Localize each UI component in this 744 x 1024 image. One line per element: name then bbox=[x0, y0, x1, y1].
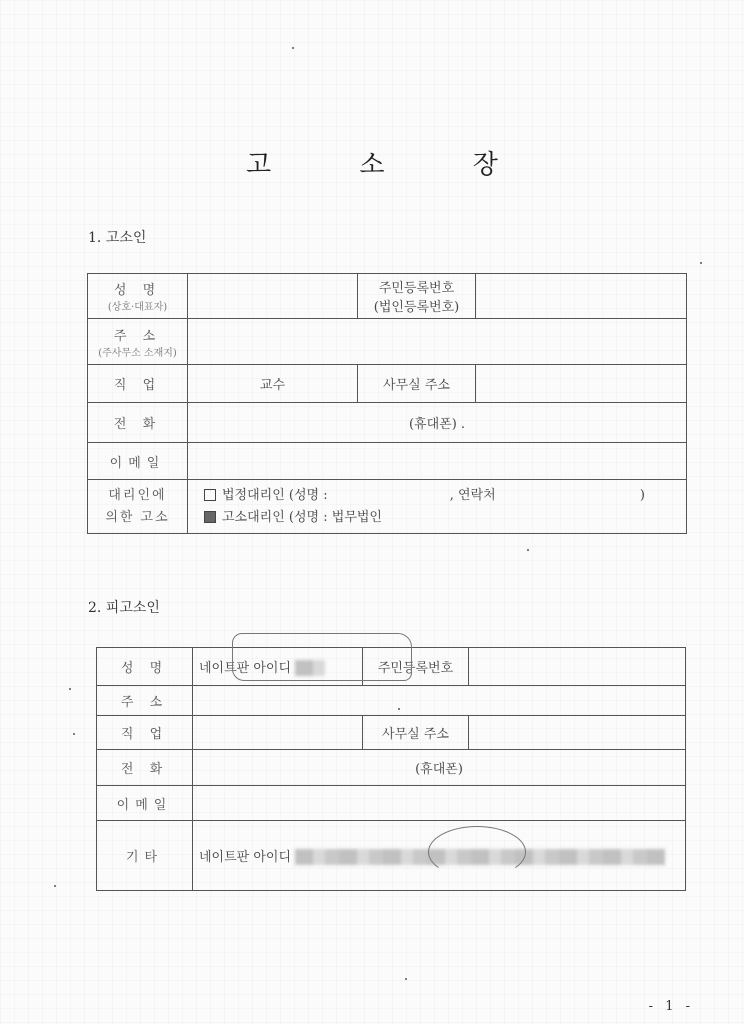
handwritten-circle-mark bbox=[428, 826, 526, 878]
scan-speck bbox=[54, 885, 56, 887]
document-title: 고 소 장 bbox=[246, 150, 538, 180]
accused-other-label: 기타 bbox=[97, 821, 193, 891]
complainant-section-title: 1. 고소인 bbox=[88, 230, 147, 246]
complainant-address-sublabel: (주사무소 소재지) bbox=[98, 347, 177, 359]
accused-name-value: 네이트판 아이디 bbox=[199, 660, 292, 676]
complainant-address-label: 주 소 (주사무소 소재지) bbox=[88, 319, 188, 365]
complainant-agent-options bbox=[188, 480, 687, 534]
complainant-job-value: 교수 bbox=[188, 365, 358, 403]
accused-address-label: 주 소 bbox=[97, 686, 193, 716]
accused-job-value bbox=[193, 716, 363, 750]
page-number: - 1 - bbox=[648, 999, 694, 1014]
complainant-regno-sublabel: (법인등록번호) bbox=[373, 300, 460, 315]
accused-email-label: 이메일 bbox=[97, 786, 193, 821]
scan-speck bbox=[700, 262, 702, 264]
complainant-regno-label: 주민등록번호 (법인등록번호) bbox=[358, 274, 476, 319]
complainant-agent-label: 대리인에 의한 고소 bbox=[88, 480, 188, 534]
complainant-job-label: 직 업 bbox=[88, 365, 188, 403]
complainant-name-value bbox=[188, 274, 358, 319]
scan-speck bbox=[405, 978, 407, 980]
scan-speck bbox=[292, 47, 294, 49]
accused-office-label: 사무실 주소 bbox=[363, 716, 469, 750]
complainant-phone-label: 전 화 bbox=[88, 403, 188, 443]
accused-phone-value: (휴대폰) bbox=[193, 750, 686, 786]
accused-regno-label: 주민등록번호 bbox=[363, 648, 469, 686]
accused-phone-label: 전 화 bbox=[97, 750, 193, 786]
complainant-regno-value bbox=[476, 274, 687, 319]
accused-regno-value bbox=[469, 648, 686, 686]
complainant-email-label: 이메일 bbox=[88, 443, 188, 480]
scan-speck bbox=[398, 708, 400, 710]
accused-email-value bbox=[193, 786, 686, 821]
complainant-email-value bbox=[188, 443, 687, 480]
scan-speck bbox=[69, 688, 71, 690]
complainant-table bbox=[87, 273, 687, 534]
complainant-address-value bbox=[188, 319, 687, 365]
accused-job-label: 직 업 bbox=[97, 716, 193, 750]
accused-office-value bbox=[469, 716, 686, 750]
complainant-name-label: 성 명 (상호·대표자) bbox=[88, 274, 188, 319]
accused-address-value bbox=[193, 686, 686, 716]
handwritten-circle-mark bbox=[232, 633, 412, 681]
scan-speck bbox=[527, 549, 529, 551]
complainant-name-sublabel: (상호·대표자) bbox=[107, 302, 168, 313]
accused-table bbox=[96, 647, 686, 891]
accused-name-label: 성 명 bbox=[97, 648, 193, 686]
checkbox-empty-icon bbox=[204, 489, 216, 501]
agent-option-proxy: 고소대리인 (성명 : 법무법인 bbox=[204, 507, 680, 529]
complainant-office-label: 사무실 주소 bbox=[358, 365, 476, 403]
accused-section-title: 2. 피고소인 bbox=[88, 600, 160, 616]
accused-other-value: 네이트판 아이디 bbox=[199, 849, 292, 865]
scan-speck bbox=[73, 733, 75, 735]
complainant-office-value bbox=[476, 365, 687, 403]
agent-option-legal: 법정대리인 (성명 : , 연락처 ) bbox=[204, 485, 680, 507]
checkbox-filled-icon bbox=[204, 511, 216, 523]
complainant-phone-value: (휴대폰) . bbox=[188, 403, 687, 443]
